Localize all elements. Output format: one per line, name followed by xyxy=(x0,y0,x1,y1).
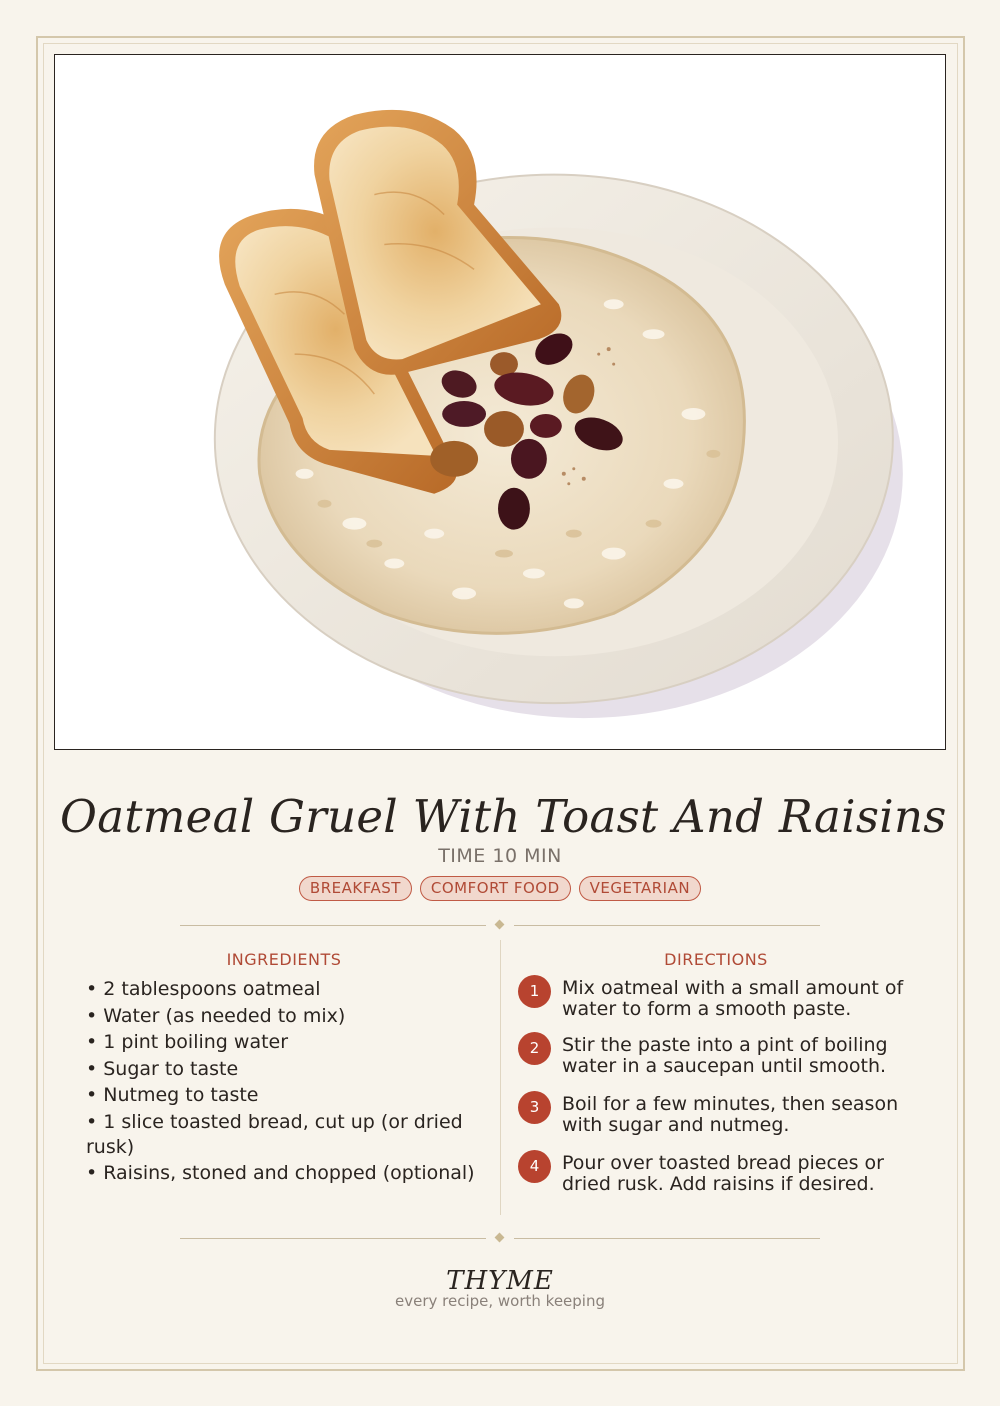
ingredient-item: • Raisins, stoned and chopped (optional) xyxy=(86,1161,486,1186)
recipe-illustration xyxy=(54,54,946,750)
ingredients-list xyxy=(86,977,486,1188)
ingredient-item: • Sugar to taste xyxy=(86,1057,486,1082)
divider-diamond-icon xyxy=(495,920,505,930)
divider-line xyxy=(180,925,486,926)
divider-line xyxy=(514,925,820,926)
step-number-badge: 3 xyxy=(518,1091,551,1124)
divider-line xyxy=(514,1238,820,1239)
ingredient-item: • 1 pint boiling water xyxy=(86,1030,486,1055)
recipe-title: Oatmeal Gruel With Toast And Raisins xyxy=(60,790,947,843)
tag-list xyxy=(0,876,1000,901)
directions-heading: DIRECTIONS xyxy=(664,950,768,969)
section-divider-bottom xyxy=(180,1232,820,1244)
ingredient-item: • 2 tablespoons oatmeal xyxy=(86,977,486,1002)
step-text: Stir the paste into a pint of boiling water in a saucepan until smooth. xyxy=(562,1034,888,1077)
ingredient-item: • 1 slice toasted bread, cut up (or dried rusk) xyxy=(86,1110,486,1160)
divider-line xyxy=(180,1238,486,1239)
ingredients-heading: INGREDIENTS xyxy=(226,950,342,969)
column-separator xyxy=(500,940,501,1215)
divider-diamond-icon xyxy=(495,1233,505,1243)
step-number-badge: 2 xyxy=(518,1032,551,1065)
step-text: Pour over toasted bread pieces or dried rusk. Add raisins if desired. xyxy=(562,1152,884,1195)
ingredient-item: • Water (as needed to mix) xyxy=(86,1004,486,1029)
cook-time: TIME 10 MIN xyxy=(438,845,562,867)
brand-logo: THYME xyxy=(446,1266,554,1296)
step-text: Boil for a few minutes, then season with sugar and nutmeg. xyxy=(562,1093,899,1136)
tag-vegetarian[interactable]: VEGETARIAN xyxy=(579,876,701,901)
tag-comfort-food[interactable]: COMFORT FOOD xyxy=(420,876,571,901)
tag-breakfast[interactable]: BREAKFAST xyxy=(299,876,412,901)
brand-tagline: every recipe, worth keeping xyxy=(394,1292,605,1310)
ingredient-item: • Nutmeg to taste xyxy=(86,1083,486,1108)
section-divider-top xyxy=(180,919,820,931)
step-text: Mix oatmeal with a small amount of water to form a smooth paste. xyxy=(562,977,904,1020)
step-number-badge: 1 xyxy=(518,975,551,1008)
step-number-badge: 4 xyxy=(518,1150,551,1183)
